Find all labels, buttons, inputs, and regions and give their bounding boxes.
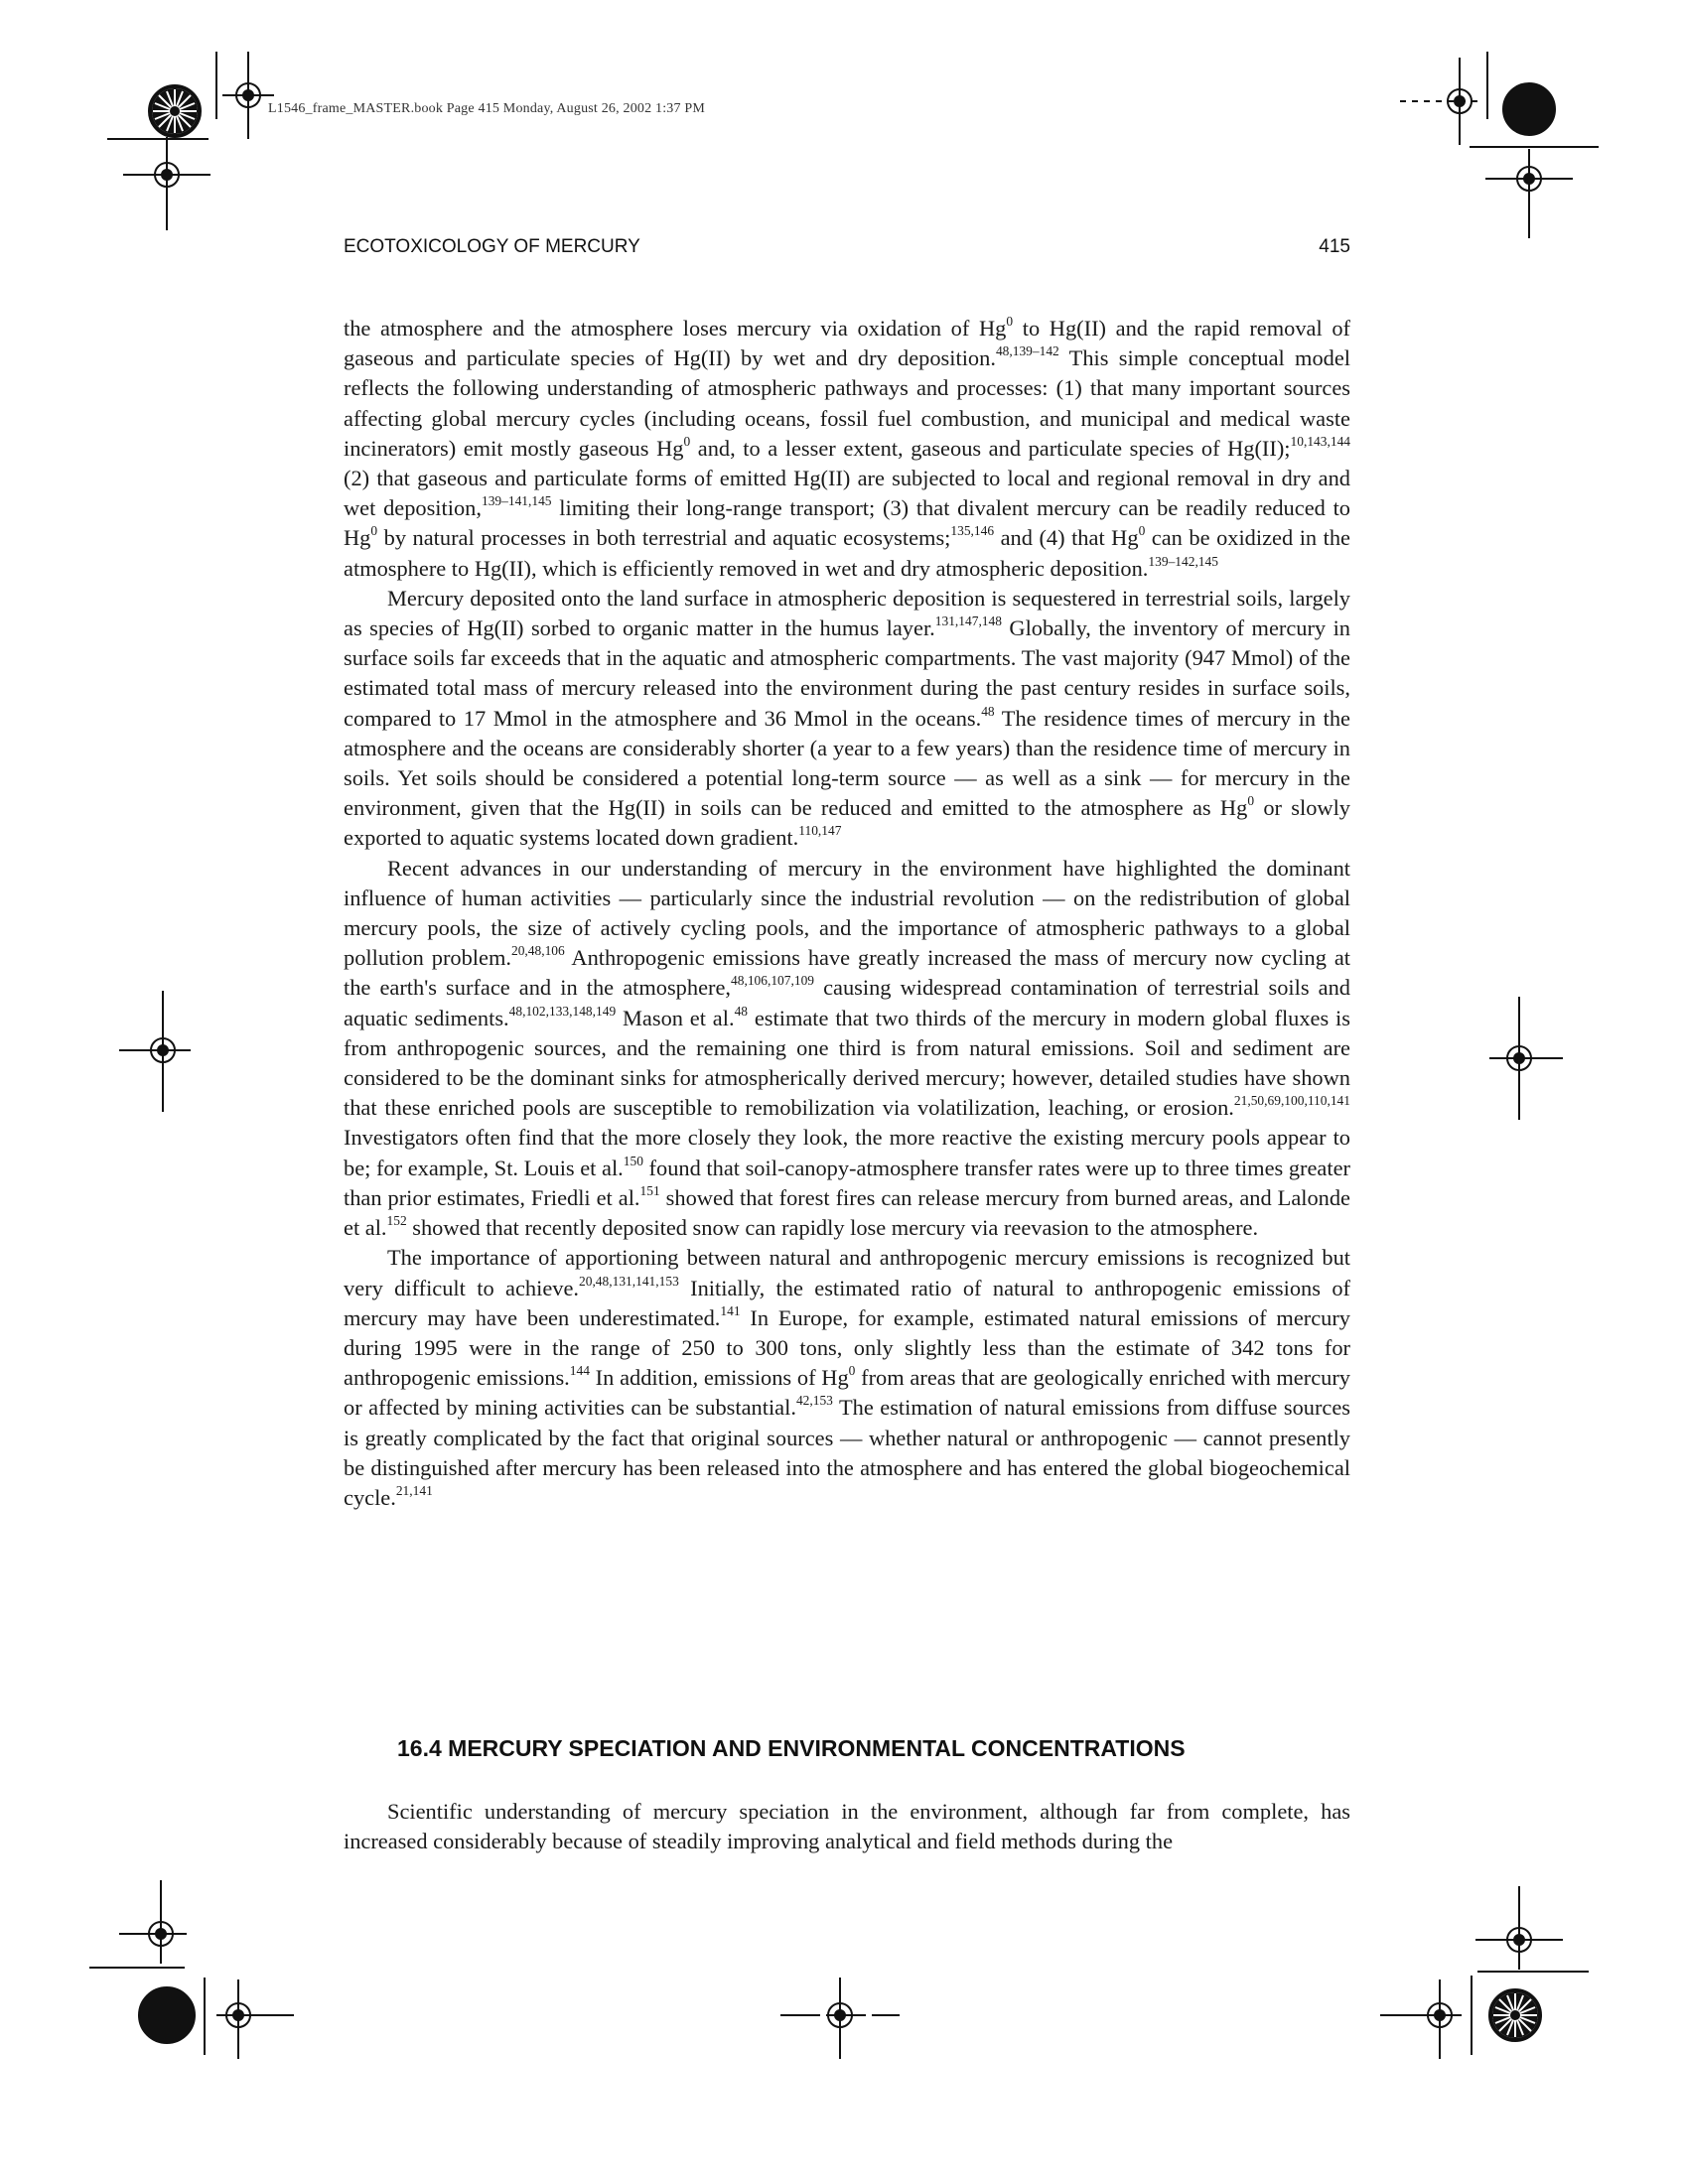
text-run: (2) that gaseous and particulate forms of emitted Hg(II) are subjected to local and regional removal in dry and wet deposition,	[344, 466, 1350, 521]
text-run: In addition, emissions of Hg	[589, 1365, 849, 1391]
registration-crosshair-icon	[119, 991, 191, 1112]
text-run: The estimation of natural emissions from diffuse sources is greatly complicated by the fact that original sources — whether natural or anthropogenic — cannot presently be distinguished after mercury has been released into the atmosphere and has entered the global biogeochemical cycle.	[344, 1395, 1351, 1510]
text-run: from areas that are geologically enriched with mercury or affected by mining activities can be substantial.	[344, 1365, 1350, 1421]
text-run: causing widespread contamination of terrestrial soils and aquatic sediments.	[344, 975, 1350, 1030]
body-paragraph	[344, 584, 1350, 854]
registration-crosshair-icon	[780, 1978, 900, 2059]
registration-dot-icon	[1503, 83, 1555, 135]
text-run: or slowly exported to aquatic systems located down gradient.	[344, 795, 1350, 851]
text-run: can be oxidized in the atmosphere to Hg(II), which is efficiently removed in wet and dry atmospheric deposition.	[344, 525, 1350, 581]
text-run: estimate that two thirds of the mercury in modern global fluxes is from anthropogenic sources, and the remaining one third is from natural emissions. Soil and sediment are considered to be the dominant sinks for atmospherically derived mercury; however, detailed studies have shown that these enriched pools are susceptible to remobilization via volatilization, leaching, or erosion.	[344, 1005, 1350, 1121]
citation-superscript: 48,139–142	[995, 343, 1059, 359]
text-run: showed that forest fires can release mercury from burned areas, and Lalonde et al.	[344, 1184, 1350, 1241]
citation-superscript: 150	[623, 1153, 643, 1168]
registration-crosshair-icon	[1489, 997, 1563, 1120]
text-run: Initially, the estimated ratio of natural to anthropogenic emissions of mercury may have been underestimated.	[344, 1275, 1350, 1330]
citation-superscript: 151	[639, 1182, 660, 1198]
text-run: In Europe, for example, estimated natural emissions of mercury during 1995 were in the range of 250 to 300 tons, only slightly less than the estimate of 342 tons for anthropogenic emissions.	[344, 1304, 1351, 1391]
text-run: found that soil-canopy-atmosphere transfer rates were up to three times greater than prior estimates, Friedli et al.	[344, 1155, 1350, 1210]
page-number: 415	[1319, 236, 1350, 257]
citation-superscript: 48	[981, 703, 995, 719]
running-head	[344, 236, 1350, 258]
citation-superscript: 152	[386, 1213, 407, 1229]
citation-superscript: 21,141	[395, 1482, 433, 1498]
citation-superscript: 0	[1138, 523, 1146, 539]
citation-superscript: 21,50,69,100,110,141	[1233, 1093, 1350, 1109]
body-text	[344, 314, 1350, 1513]
text-run: Mercury deposited onto the land surface in atmospheric deposition is sequestered in terrestrial soils, largely as species of Hg(II) sorbed to organic matter in the humus layer.	[344, 585, 1350, 641]
citation-superscript: 48,102,133,148,149	[508, 1003, 617, 1019]
text-run: the atmosphere and the atmosphere loses mercury via oxidation of Hg	[344, 316, 1007, 341]
text-run: to Hg(II) and the rapid removal of gaseous and particulate species of Hg(II) by wet and dry deposition.	[344, 316, 1350, 371]
citation-superscript: 0	[683, 433, 691, 449]
citation-superscript: 139–142,145	[1148, 553, 1218, 569]
registration-crosshair-icon	[1400, 58, 1479, 145]
section-paragraph: Scientific understanding of mercury speciation in the environment, although far from complete, has increased considerably because of steadily improving analytical and field methods during the	[344, 1799, 1350, 1854]
text-run: Mason et al.	[616, 1005, 735, 1030]
text-run: limiting their long-range transport; (3) that divalent mercury can be readily reduced to Hg	[344, 495, 1350, 551]
registration-crosshair-icon	[222, 52, 274, 139]
running-head-title: ECOTOXICOLOGY OF MERCURY	[344, 236, 640, 257]
text-run: Investigators often find that the more closely they look, the more reactive the existing mercury pools appear to be; for example, St. Louis et al.	[344, 1125, 1350, 1180]
registration-crosshair-icon	[1380, 1979, 1462, 2059]
citation-superscript: 20,48,106	[510, 943, 565, 959]
citation-superscript: 48,106,107,109	[731, 973, 814, 989]
registration-crosshair-icon	[1475, 1886, 1563, 1970]
text-run: and (4) that Hg	[994, 525, 1139, 551]
registration-crosshair-icon	[119, 1880, 187, 1964]
text-run: This simple conceptual model reflects the following understanding of atmospheric pathways and processes: (1) that many important sources affecting global mercury cycles (including oceans, fossil fuel combustion, and municipal and medical waste incinerators) emit mostly gaseous Hg	[344, 345, 1350, 461]
citation-superscript: 20,48,131,141,153	[579, 1273, 679, 1289]
registration-crosshair-icon	[216, 1979, 294, 2059]
body-paragraph	[344, 314, 1350, 584]
citation-superscript: 0	[370, 523, 378, 539]
registration-sunburst-icon	[1489, 1989, 1541, 2041]
registration-dot-icon	[139, 1987, 195, 2043]
registration-crosshair-icon	[1485, 149, 1573, 238]
text-run: showed that recently deposited snow can rapidly lose mercury via reevasion to the atmosphere.	[406, 1215, 1259, 1241]
citation-superscript: 144	[569, 1363, 590, 1379]
registration-sunburst-icon	[149, 85, 201, 137]
text-run: Anthropogenic emissions have greatly increased the mass of mercury now cycling at the earth's surface and in the atmosphere,	[344, 945, 1350, 1001]
text-run: Recent advances in our understanding of mercury in the environment have highlighted the dominant influence of human activities — particularly since the industrial revolution — on the redistribution of global mercury pools, the size of actively cycling pools, and the importance of atmospheric pathways to a global pollution problem.	[344, 855, 1350, 971]
citation-superscript: 131,147,148	[934, 613, 1002, 628]
registration-crosshair-icon	[123, 137, 210, 230]
citation-superscript: 48	[734, 1003, 749, 1019]
citation-superscript: 0	[848, 1363, 856, 1379]
text-run: by natural processes in both terrestrial and aquatic ecosystems;	[377, 525, 951, 551]
citation-superscript: 110,147	[798, 823, 842, 839]
citation-superscript: 141	[720, 1302, 741, 1318]
text-run: Globally, the inventory of mercury in surface soils far exceeds that in the aquatic and atmospheric compartments. The vast majority (947 Mmol) of the estimated total mass of mercury released into the environment during the past century resides in surface soils, compared to 17 Mmol in the atmosphere and 36 Mmol in the oceans.	[344, 615, 1350, 731]
section-body	[344, 1797, 1350, 1856]
text-run: The residence times of mercury in the atmosphere and the oceans are considerably shorter (a year to a few years) than the residence time of mercury in soils. Yet soils should be considered a potential long-term source — as well as a sink — for mercury in the environment, given that the Hg(II) in soils can be reduced and emitted to the atmosphere as Hg	[344, 705, 1350, 821]
citation-superscript: 139–141,145	[481, 493, 552, 509]
citation-superscript: 135,146	[950, 523, 995, 539]
body-paragraph	[344, 1243, 1350, 1513]
citation-superscript: 10,143,144	[1290, 433, 1350, 449]
slug-line: L1546_frame_MASTER.book Page 415 Monday, August 26, 2002 1:37 PM	[268, 101, 706, 116]
section-heading: 16.4 MERCURY SPECIATION AND ENVIRONMENTAL CONCENTRATIONS	[397, 1735, 1186, 1761]
citation-superscript: 0	[1006, 313, 1014, 329]
text-run: The importance of apportioning between natural and anthropogenic mercury emissions is recognized but very difficult to achieve.	[344, 1245, 1350, 1300]
citation-superscript: 42,153	[795, 1393, 833, 1409]
citation-superscript: 0	[1247, 793, 1255, 809]
body-paragraph	[344, 854, 1350, 1244]
text-run: and, to a lesser extent, gaseous and particulate species of Hg(II);	[690, 435, 1291, 461]
